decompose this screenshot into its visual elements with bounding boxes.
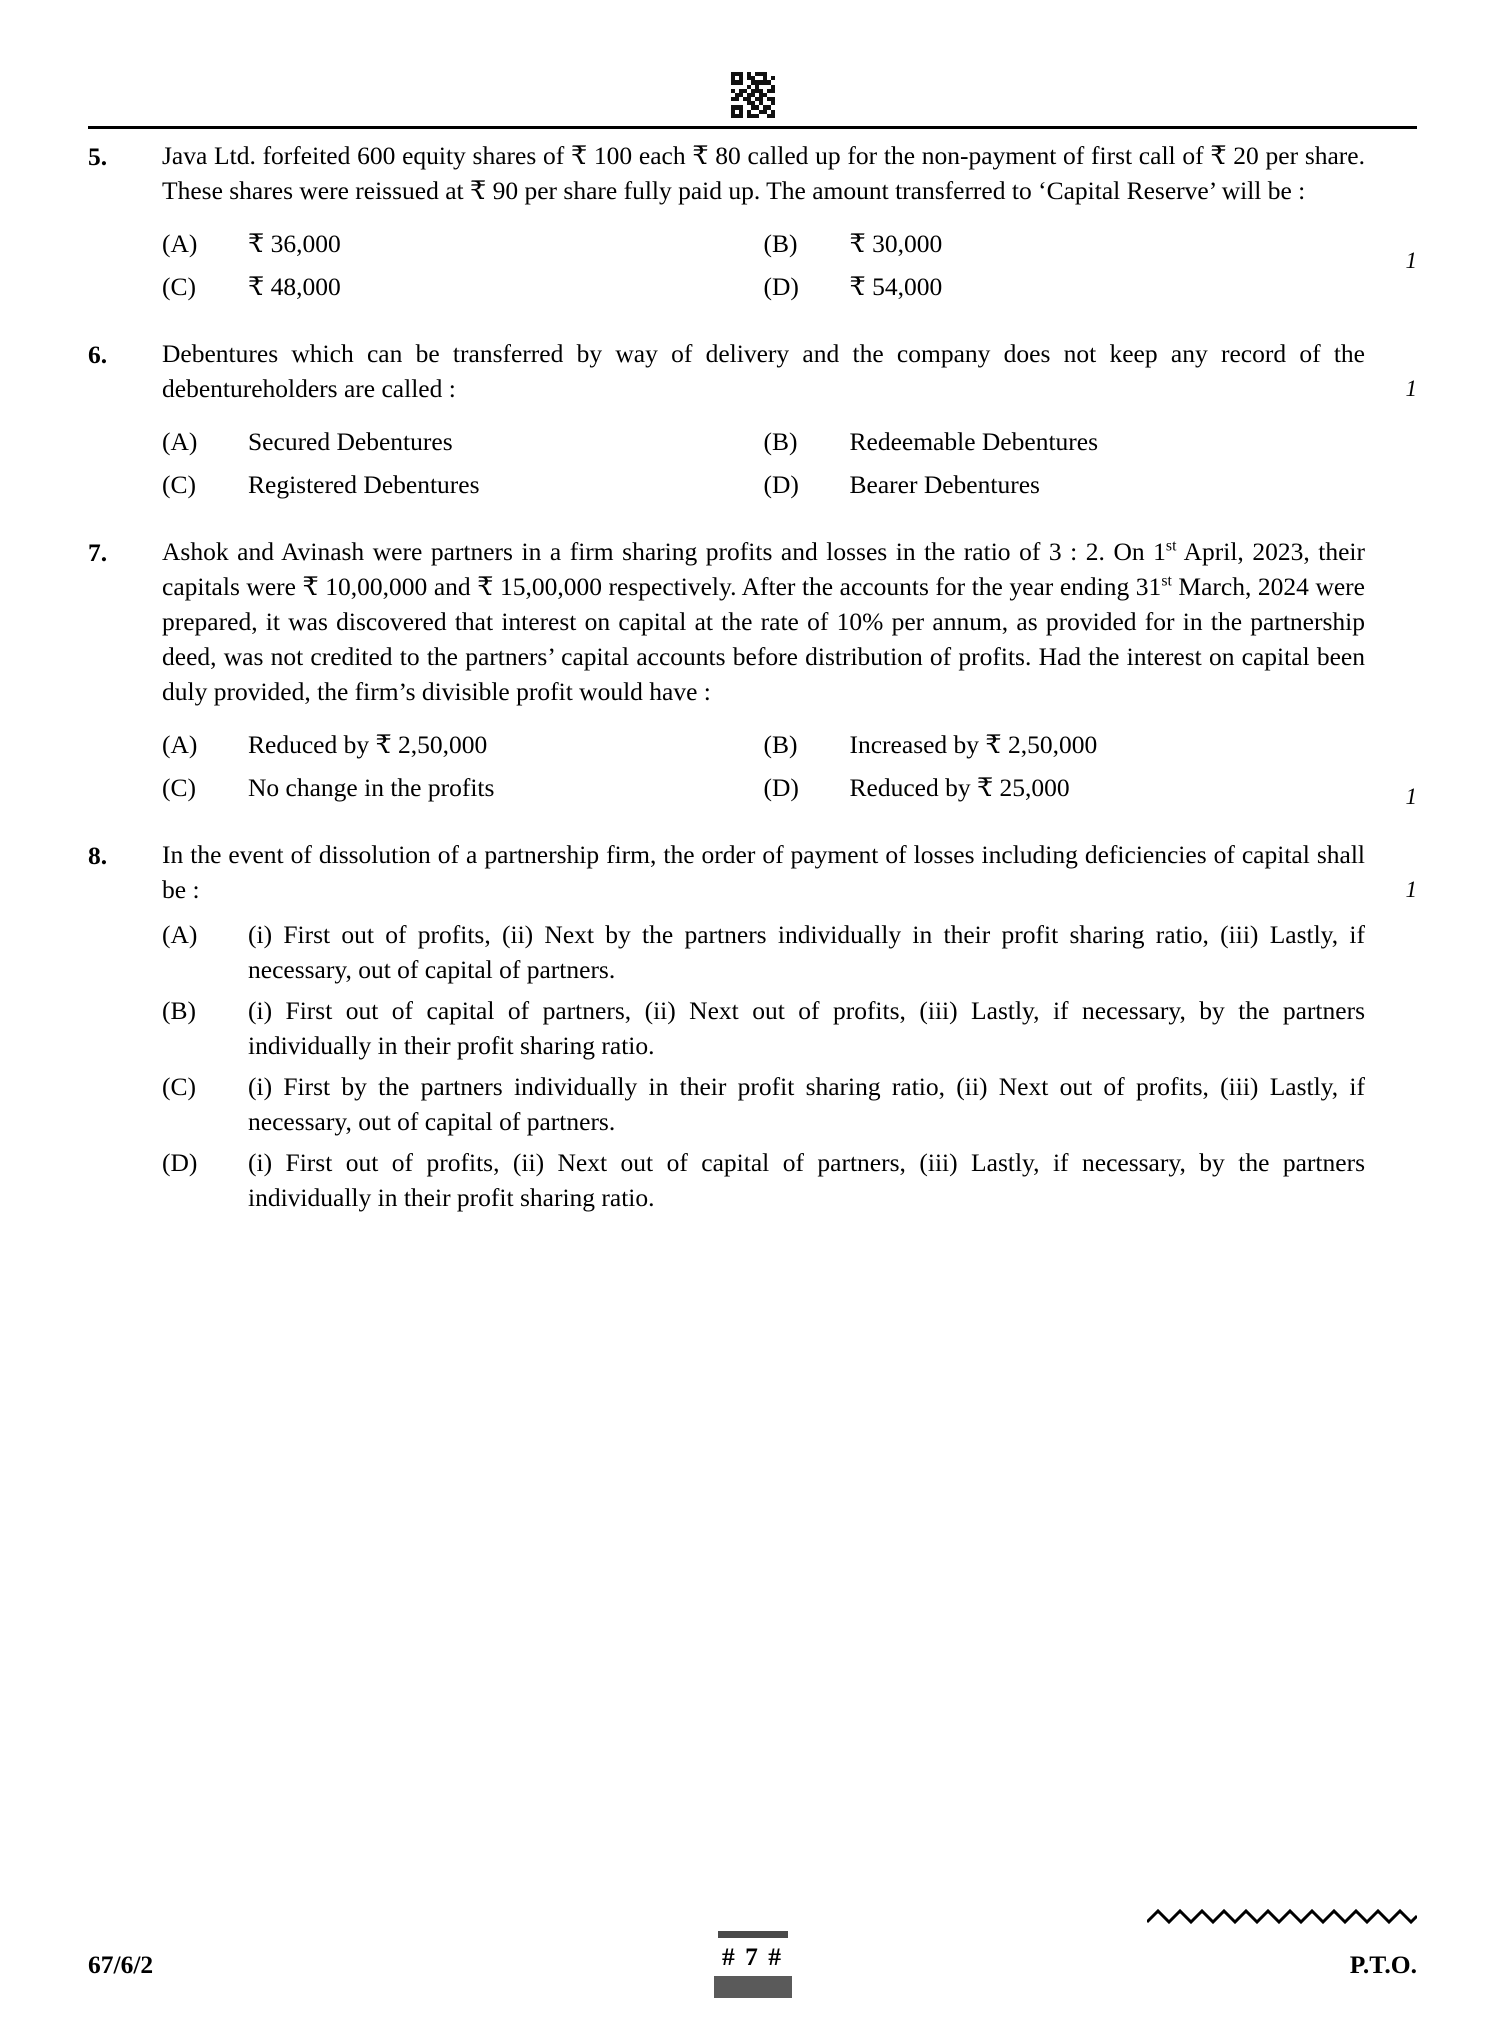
question-7 bbox=[88, 534, 1417, 809]
option-label: (B) bbox=[763, 730, 798, 759]
question-8-options bbox=[162, 917, 1365, 1215]
qr-code-wrapper bbox=[0, 72, 1505, 118]
question-8-number: 8. bbox=[88, 841, 108, 870]
option-row[interactable] bbox=[162, 1069, 1365, 1139]
option-row[interactable] bbox=[162, 766, 764, 809]
option-row[interactable] bbox=[162, 420, 764, 463]
option-text: (i) First out of profits, (ii) Next out of capital of partners, (iii) Lastly, if necessary, by the partners individually in their profit sharing ratio. bbox=[248, 1148, 1365, 1212]
spacer bbox=[88, 506, 1417, 534]
option-row[interactable] bbox=[162, 917, 1365, 987]
question-7-marks: 1 bbox=[1405, 784, 1417, 809]
page-footer bbox=[88, 1900, 1417, 1980]
option-label: (C) bbox=[162, 773, 196, 802]
question-5-number: 5. bbox=[88, 142, 108, 171]
question-6 bbox=[88, 336, 1417, 506]
question-5-options bbox=[162, 222, 1365, 308]
option-text: ₹ 36,000 bbox=[248, 229, 341, 258]
question-5-marks: 1 bbox=[1405, 248, 1417, 273]
question-5 bbox=[88, 138, 1417, 308]
header-rule bbox=[88, 126, 1417, 129]
option-text: Secured Debentures bbox=[248, 427, 453, 456]
question-8-body bbox=[162, 837, 1417, 1221]
option-row[interactable] bbox=[162, 463, 764, 506]
option-text: Registered Debentures bbox=[248, 470, 480, 499]
question-5-body bbox=[162, 138, 1417, 308]
option-text: ₹ 30,000 bbox=[849, 229, 943, 258]
option-label: (A) bbox=[162, 229, 198, 258]
page-marker-block bbox=[653, 1931, 853, 1998]
option-label: (B) bbox=[162, 996, 196, 1025]
option-row[interactable] bbox=[162, 993, 1365, 1063]
option-text: ₹ 54,000 bbox=[849, 272, 943, 301]
question-6-options bbox=[162, 420, 1365, 506]
question-5-text: Java Ltd. forfeited 600 equity shares of ₹ 100 each ₹ 80 called up for the non-payment of first call of ₹ 20 per share. These shares were reissued at ₹ 90 per share fully paid up. The amount transferred to ‘Capital Reserve’ will be : bbox=[162, 141, 1365, 205]
option-row[interactable] bbox=[162, 265, 764, 308]
option-label: (C) bbox=[162, 1072, 196, 1101]
option-label: (C) bbox=[162, 470, 196, 499]
pto-label: P.T.O. bbox=[1349, 1950, 1417, 1979]
option-row[interactable] bbox=[764, 723, 1366, 766]
qr-code-icon bbox=[731, 72, 775, 118]
option-label: (D) bbox=[162, 1148, 198, 1177]
option-label: (A) bbox=[162, 730, 198, 759]
option-label: (A) bbox=[162, 920, 198, 949]
option-text: Reduced by ₹ 25,000 bbox=[849, 773, 1070, 802]
page-marker: # 7 # bbox=[722, 1942, 783, 1971]
option-label: (D) bbox=[763, 470, 799, 499]
option-row[interactable] bbox=[764, 265, 1366, 308]
option-label: (D) bbox=[763, 773, 799, 802]
marker-bar-top bbox=[718, 1931, 788, 1938]
question-6-body bbox=[162, 336, 1417, 506]
option-row[interactable] bbox=[162, 723, 764, 766]
option-text: No change in the profits bbox=[248, 773, 495, 802]
option-label: (B) bbox=[763, 229, 798, 258]
option-row[interactable] bbox=[764, 463, 1366, 506]
option-row[interactable] bbox=[162, 222, 764, 265]
option-row[interactable] bbox=[764, 766, 1366, 809]
question-6-text: Debentures which can be transferred by way of delivery and the company does not keep any record of the debentureholders are called : bbox=[162, 339, 1365, 403]
option-row[interactable] bbox=[764, 222, 1366, 265]
option-text: ₹ 48,000 bbox=[248, 272, 341, 301]
question-7-options bbox=[162, 723, 1365, 809]
option-text: (i) First out of capital of partners, (ii) Next out of profits, (iii) Lastly, if necessary, by the partners individually in their profit sharing ratio. bbox=[248, 996, 1365, 1060]
spacer bbox=[88, 809, 1417, 837]
spacer bbox=[88, 308, 1417, 336]
question-8-marks: 1 bbox=[1405, 877, 1417, 902]
option-label: (D) bbox=[763, 272, 799, 301]
option-text: Redeemable Debentures bbox=[849, 427, 1099, 456]
question-8-text: In the event of dissolution of a partnership firm, the order of payment of losses including deficiencies of capital shall be : bbox=[162, 840, 1365, 904]
option-text: (i) First out of profits, (ii) Next by the partners individually in their profit sharing ratio, (iii) Lastly, if necessary, out of capital of partners. bbox=[248, 920, 1365, 984]
question-7-text: Ashok and Avinash were partners in a firm sharing profits and losses in the ratio of 3 : 2. On 1st April, 2023, their capitals were ₹ 10,00,000 and ₹ 15,00,000 respectively. After the accounts for the year ending 31st March, 2024 were prepared, it was discovered that interest on capital at the rate of 10% per annum, as provided for in the partnership deed, was not credited to the partners’ capital accounts before distribution of profits. Had the interest on capital been duly provided, the firm’s divisible profit would have : bbox=[162, 537, 1365, 706]
question-6-number: 6. bbox=[88, 340, 108, 369]
option-row[interactable] bbox=[162, 1145, 1365, 1215]
question-7-number: 7. bbox=[88, 538, 108, 567]
option-text: (i) First by the partners individually in their profit sharing ratio, (ii) Next out of profits, (iii) Lastly, if necessary, out of capital of partners. bbox=[248, 1072, 1365, 1136]
option-row[interactable] bbox=[764, 420, 1366, 463]
question-8 bbox=[88, 837, 1417, 1221]
option-text: Increased by ₹ 2,50,000 bbox=[849, 730, 1098, 759]
paper-code: 67/6/2 bbox=[88, 1950, 154, 1979]
question-7-body bbox=[162, 534, 1417, 809]
option-text: Bearer Debentures bbox=[849, 470, 1040, 499]
option-label: (A) bbox=[162, 427, 198, 456]
squiggle-line-icon bbox=[1147, 1906, 1417, 1928]
marker-bar-bottom bbox=[714, 1976, 792, 1998]
option-label: (B) bbox=[763, 427, 798, 456]
questions-container bbox=[88, 138, 1417, 1221]
question-6-marks: 1 bbox=[1405, 376, 1417, 401]
option-label: (C) bbox=[162, 272, 196, 301]
option-text: Reduced by ₹ 2,50,000 bbox=[248, 730, 488, 759]
